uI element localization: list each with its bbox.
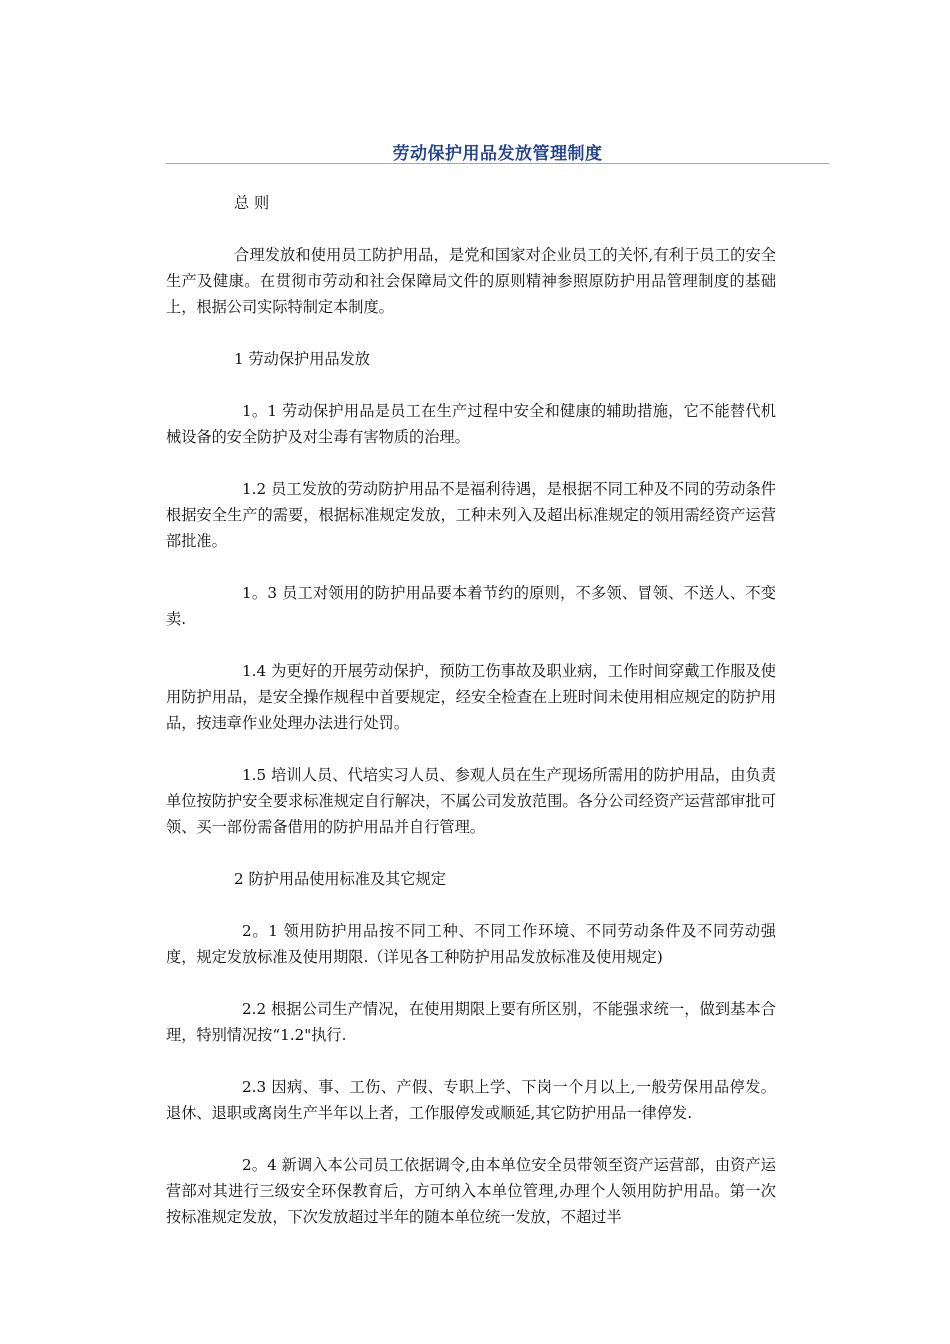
document-body (166, 190, 776, 1256)
document-title: 劳动保护用品发放管理制度 (392, 144, 603, 164)
paragraph-1-2: 1.2 员工发放的劳动防护用品不是福利待遇，是根据不同工种及不同的劳动条件根据安全生产的需要，根据标准规定发放，工种未列入及超出标准规定的领用需经资产运营部批准。 (166, 480, 776, 550)
paragraph-2-1: 2。1 领用防护用品按不同工种、不同工作环境、不同劳动条件及不同劳动强度，规定发放标准及使用期限.（详见各工种防护用品发放标准及使用规定) (166, 922, 776, 966)
paragraph-intro: 合理发放和使用员工防护用品，是党和国家对企业员工的关怀,有利于员工的安全生产及健康。在贯彻市劳动和社会保障局文件的原则精神参照原防护用品管理制度的基础上，根据公司实际特制定本制度。 (166, 246, 776, 316)
paragraph-1-1: 1。1 劳动保护用品是员工在生产过程中安全和健康的辅助措施，它不能替代机械设备的安全防护及对尘毒有害物质的治理。 (166, 402, 776, 446)
section-heading-1: 1 劳动保护用品发放 (234, 350, 370, 368)
paragraph-1-4: 1.4 为更好的开展劳动保护，预防工伤事故及职业病，工作时间穿戴工作服及使用防护用品，是安全操作规程中首要规定，经安全检查在上班时间未使用相应规定的防护用品，按违章作业处理办法进行处罚。 (166, 662, 776, 732)
paragraph-1-3: 1。3 员工对领用的防护用品要本着节约的原则，不多领、冒领、不送人、不变卖. (166, 584, 776, 628)
paragraph-1-5: 1.5 培训人员、代培实习人员、参观人员在生产现场所需用的防护用品，由负责单位按防护安全要求标准规定自行解决，不属公司发放范围。各分公司经资产运营部审批可领、买一部份需备借用的防护用品并自行管理。 (166, 766, 776, 836)
section-heading-general: 总 则 (234, 194, 270, 212)
title-divider (166, 163, 829, 164)
paragraph-2-3: 2.3 因病、事、工伤、产假、专职上学、下岗一个月以上,一般劳保用品停发。退休、退职或离岗生产半年以上者，工作服停发或顺延,其它防护用品一律停发. (166, 1078, 776, 1122)
section-heading-2: 2 防护用品使用标准及其它规定 (234, 870, 446, 888)
paragraph-2-2: 2.2 根据公司生产情况，在使用期限上要有所区别，不能强求统一，做到基本合理，特别情况按“1.2"执行. (166, 1000, 776, 1044)
paragraph-2-4: 2。4 新调入本公司员工依据调令,由本单位安全员带领至资产运营部，由资产运营部对其进行三级安全环保教育后，方可纳入本单位管理,办理个人领用防护用品。第一次按标准规定发放，下次发放超过半年的随本单位统一发放，不超过半 (166, 1156, 776, 1226)
